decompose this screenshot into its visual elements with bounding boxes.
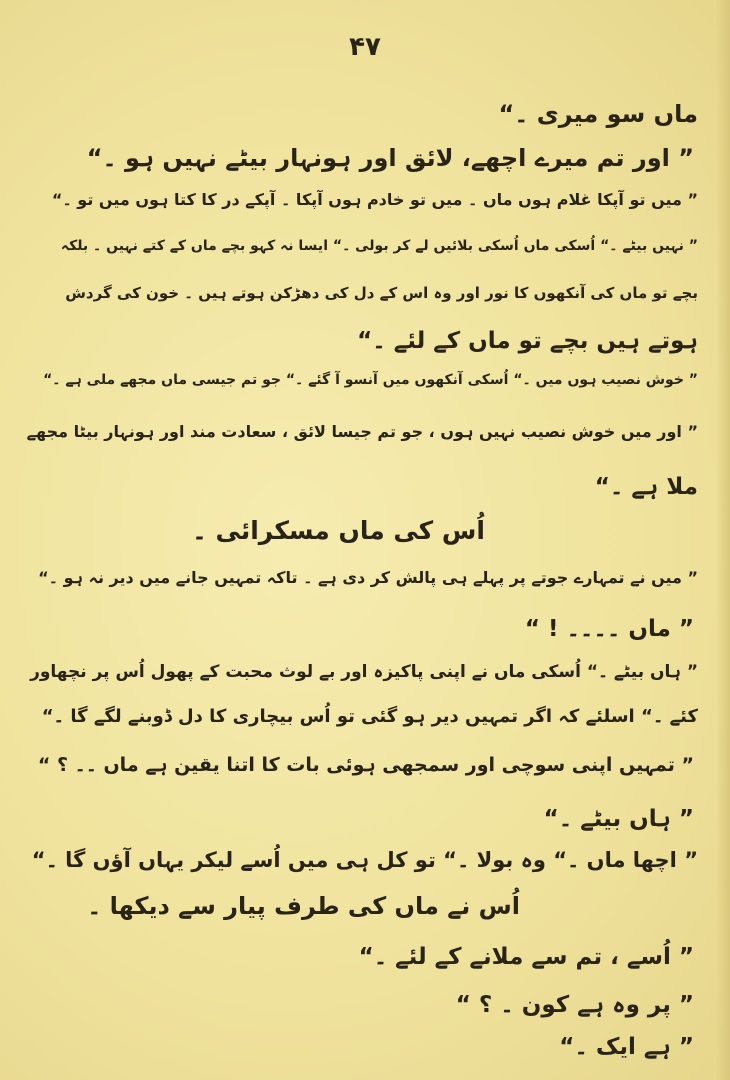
text-line-20: ” پر وہ ہے کون ۔ ؟ “ — [455, 992, 694, 1018]
text-line-1: ماں سو میری ۔“ — [498, 100, 698, 128]
text-line-2: ” اور تم میرے اچھے، لائق اور ہونہار بیٹے نہیں ہو ۔“ — [86, 144, 694, 172]
page-number: ۴۷ — [349, 32, 381, 62]
text-line-11: ” میں نے تمہارے جوتے پر پہلے ہی پالش کر دی ہے ۔ تاکہ تمہیں جانے میں دیر نہ ہو ۔“ — [38, 568, 698, 587]
text-line-15: ” تمہیں اپنی سوچی اور سمجھی ہوئی بات کا اتنا یقین ہے ماں ۔۔ ؟ “ — [37, 754, 694, 776]
text-line-16: ” ہاں بیٹے ۔“ — [543, 806, 694, 832]
text-line-10: اُس کی ماں مسکرائی ۔ — [192, 516, 485, 545]
text-line-8: ” اور میں خوش نصیب نہیں ہوں ، جو تم جیسا لائق ، سعادت مند اور ہونہار بیٹا مجھے — [26, 422, 698, 441]
text-line-18: اُس نے ماں کی طرف پیار سے دیکھا ۔ — [87, 892, 520, 920]
text-line-19: ” اُسے ، تم سے ملانے کے لئے ۔“ — [358, 944, 694, 970]
text-line-6: ہوتے ہیں بچے تو ماں کے لئے ۔“ — [357, 328, 698, 354]
text-line-4: ” نہیں بیٹے ۔“ اُسکی ماں اُسکی بلائیں لے کر بولی ۔“ ایسا نہ کہو بچے ماں کے کتے نہیں ۔ بلکہ — [60, 238, 698, 254]
text-line-7: ” خوش نصیب ہوں میں ۔“ اُسکی آنکھوں میں آنسو آ گئے ۔“ جو تم جیسی ماں مجھے ملی ہے ۔“ — [43, 372, 698, 388]
page-spine-shadow — [716, 0, 730, 1080]
text-line-13: ” ہاں بیٹے ۔“ اُسکی ماں نے اپنی پاکیزہ اور بے لوث محبت کے پھول اُس پر نچھاور — [30, 662, 698, 682]
text-line-9: ملا ہے ۔“ — [594, 474, 698, 500]
text-line-14: کئے ۔“ اسلئے کہ اگر تمہیں دیر ہو گئی تو اُس بیچاری کا دل ڈوبنے لگے گا ۔“ — [41, 706, 698, 727]
text-line-21: ” ہے ایک ۔“ — [559, 1034, 694, 1060]
text-line-5: بچے تو ماں کی آنکھوں کا نور اور وہ اس کے دل کی دھڑکن ہوتے ہیں ۔ خون کی گردش — [65, 284, 698, 302]
text-line-3: ” میں تو آپکا غلام ہوں ماں ۔ میں تو خادم ہوں آپکا ۔ آپکے در کا کتا ہوں میں تو ۔“ — [51, 190, 698, 209]
text-line-17: ” اچھا ماں ۔“ وہ بولا ۔“ تو کل ہی میں اُسے لیکر یہاں آؤں گا ۔“ — [31, 848, 698, 872]
text-line-12: ” ماں ۔۔۔۔ ! “ — [524, 616, 694, 642]
